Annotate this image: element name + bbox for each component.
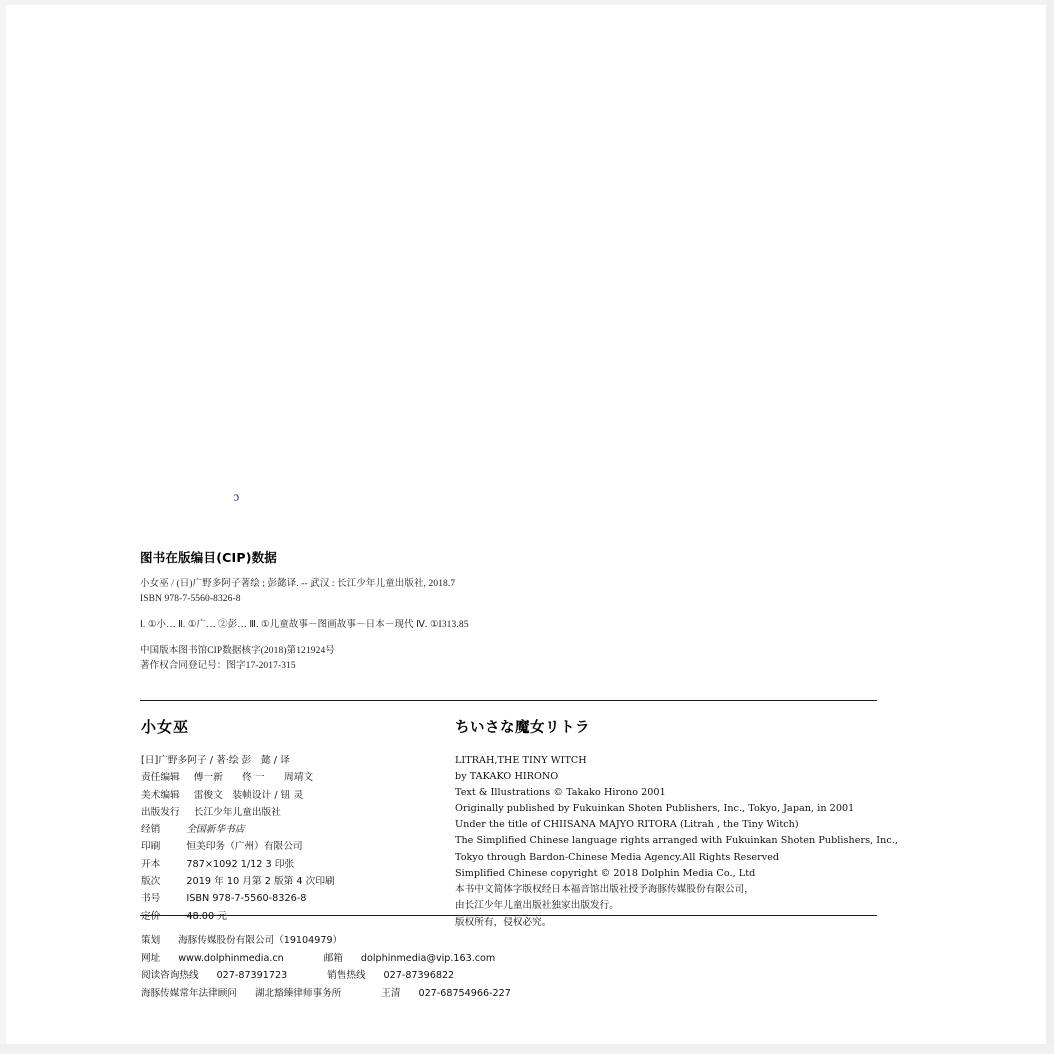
sales-hotline-value: 027-87396822 — [383, 970, 455, 981]
credit-isbn-label: 书号 — [141, 893, 161, 905]
cip-heading: 图书在版编目(CIP)数据 — [140, 550, 278, 565]
cip-copyright-registration-line: 著作权合同登记号：图字17-2017-315 — [140, 661, 296, 671]
credit-editor-value: 傅一新 佟 一 周靖文 — [193, 772, 314, 784]
credit-editor-label: 责任编辑 — [141, 772, 180, 784]
footer-row-legal — [141, 985, 841, 1003]
colophon-original-title: LITRAH,THE TINY WITCH — [455, 755, 587, 766]
credit-edition-value: 2019 年 10 月第 2 版第 4 次印刷 — [186, 876, 335, 888]
legal-phone: 027-68754966-227 — [418, 987, 511, 999]
reading-hotline-value: 027-87391723 — [216, 970, 288, 981]
colophon-cn-rights-1: 本书中文简体字版权经日本福音馆出版社授予海豚传媒股份有限公司， — [455, 883, 754, 895]
colophon-rights-arrangement-1: The Simplified Chinese language rights arranged with Fukuinkan Shoten Publishers, Inc., — [455, 835, 898, 847]
credit-isbn-value: ISBN 978-7-5560-8326-8 — [186, 893, 307, 905]
credit-row-distributor — [141, 821, 441, 838]
credit-edition-label: 版次 — [141, 876, 161, 888]
page-edge-bottom — [0, 1044, 1054, 1054]
credit-price-value: 48.00 元 — [186, 910, 227, 922]
reading-hotline-label: 阅读咨询热线 — [141, 970, 199, 981]
legal-firm: 湖北豁臻律师事务所 — [254, 987, 342, 999]
footer-row-website — [141, 950, 841, 968]
page-edge-left — [0, 0, 6, 1054]
colophon-text-illustrations-copyright: Text & Illustrations © Takako Hirono 2001 — [455, 787, 666, 799]
website-label: 网址 — [141, 952, 161, 964]
credit-row-printer — [141, 838, 441, 855]
credit-row-format — [141, 856, 441, 873]
credit-printer-value: 恒美印务（广州）有限公司 — [186, 841, 303, 853]
credit-format-label: 开本 — [141, 858, 161, 870]
cip-spacer-2 — [140, 633, 560, 644]
website-value[interactable]: www.dolphinmedia.cn — [178, 952, 284, 964]
sales-hotline-label: 销售热线 — [327, 970, 366, 981]
book-title-chinese: 小女巫 — [141, 718, 190, 736]
email-label: 邮箱 — [323, 952, 343, 964]
credit-row-art-editor — [141, 787, 441, 804]
divider-rule-top — [140, 700, 877, 701]
legal-label: 海豚传媒常年法律顾问 — [141, 987, 237, 999]
footer-row-hotlines — [141, 967, 841, 985]
publisher-contact-block — [141, 932, 841, 1002]
book-title-japanese: ちいさな魔女リトラ — [455, 720, 590, 736]
colophon-rights-arrangement-2: Tokyo through Bardon-Chinese Media Agency.All Rights Reserved — [455, 851, 780, 863]
credit-publisher-value: 长江少年儿童出版社 — [193, 806, 281, 818]
cip-data-block — [140, 548, 560, 674]
colophon-simplified-copyright: Simplified Chinese copyright © 2018 Dolphin Media Co., Ltd — [455, 867, 756, 879]
credit-distributor-value: 全国新华书店 — [186, 824, 245, 836]
colophon-original-title-under: Under the title of CHIISANA MAJYO RITORA (Litrah , the Tiny Witch) — [455, 819, 799, 831]
credit-row-edition — [141, 873, 441, 890]
credits-block — [141, 752, 441, 925]
colophon-original-publisher: Originally published by Fukuinkan Shoten Publishers, Inc., Tokyo, Japan, in 2001 — [455, 803, 855, 815]
cip-classification-line: Ⅰ. ①小… Ⅱ. ①广… ②彭… Ⅲ. ①儿童故事－图画故事－日本－现代 Ⅳ. ①I313.85 — [140, 620, 469, 630]
credit-row-editor — [141, 769, 441, 786]
credit-publisher-label: 出版发行 — [141, 806, 180, 818]
colophon-cn-rights-2: 由长江少年儿童出版社独家出版发行。 — [455, 900, 619, 912]
planning-value: 海豚传媒股份有限公司（19104979） — [178, 935, 343, 946]
footer-row-planning — [141, 932, 841, 950]
credit-distributor-label: 经销 — [141, 824, 161, 836]
cip-spacer-1 — [140, 607, 560, 618]
credit-format-value: 787×1092 1/12 3 印张 — [186, 858, 295, 870]
colophon-author: by TAKAKO HIRONO — [455, 771, 559, 783]
legal-person: 王清 — [381, 987, 401, 999]
ink-smudge-mark: ɔ — [232, 488, 241, 504]
planning-label: 策划 — [141, 935, 161, 946]
credit-row-author — [141, 752, 441, 769]
colophon-cn-rights-3: 版权所有，侵权必究。 — [455, 916, 552, 928]
credit-row-publisher — [141, 804, 441, 821]
credit-printer-label: 印刷 — [141, 841, 161, 853]
credit-author-value: [日]广野多阿子 / 著·绘 彭 懿 / 译 — [141, 755, 290, 766]
email-value[interactable]: dolphinmedia@vip.163.com — [360, 952, 496, 964]
credit-art-editor-label: 美术编辑 — [141, 789, 180, 801]
page-edge-right — [1046, 0, 1054, 1054]
colophon-block — [455, 753, 898, 931]
page-edge-top — [0, 0, 1054, 5]
cip-number-line: 中国版本图书馆CIP数据核字(2018)第121924号 — [140, 646, 335, 656]
cip-entry-line-1: 小女巫 / (日)广野多阿子著绘 ; 彭懿译. -- 武汉 : 长江少年儿童出版社, 2018.7 — [140, 579, 456, 589]
credit-row-isbn — [141, 890, 441, 907]
credit-row-price — [141, 908, 441, 925]
credit-art-editor-value: 雷俊文 装帧设计 / 钮 灵 — [193, 789, 304, 801]
credit-price-label: 定价 — [141, 910, 161, 922]
cip-entry-line-2: ISBN 978-7-5560-8326-8 — [140, 594, 241, 604]
